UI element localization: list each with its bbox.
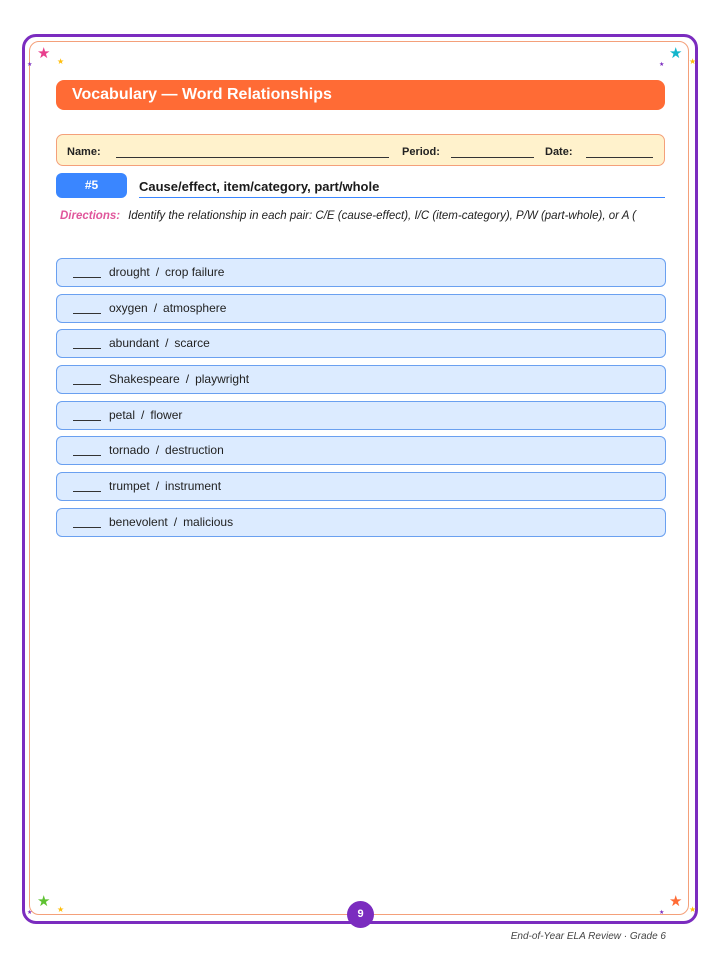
pair-separator: / [185, 372, 190, 387]
answer-blank[interactable] [73, 441, 101, 456]
word-one: petal [109, 407, 136, 422]
pair-separator: / [155, 265, 160, 279]
footer-text: End-of-Year ELA Review · Grade 6 [510, 931, 666, 942]
star-pink-icon: ★ [37, 44, 51, 62]
word-one: abundant [109, 336, 160, 351]
answer-blank[interactable] [73, 513, 101, 528]
directions-text: Identify the relationship in each pair: C/E (cause-effect), I/C (item-category), P/W (part-whole), or A ( [128, 210, 636, 222]
word-one: tornado [109, 443, 150, 458]
period-label: Period: [402, 146, 440, 158]
star-purple-small-icon: ★ [27, 61, 33, 68]
word-pair-item [56, 436, 666, 465]
answer-blank[interactable] [73, 477, 101, 492]
date-field[interactable] [586, 157, 653, 158]
word-two: playwright [195, 372, 250, 387]
date-label: Date: [545, 146, 573, 158]
star-yellow-small-icon: ★ [689, 57, 697, 66]
pair-separator: / [155, 479, 160, 494]
word-pair-item [56, 258, 666, 287]
word-one: drought [109, 265, 150, 279]
word-pair-item [56, 329, 666, 358]
star-purple-small-icon: ★ [659, 909, 665, 916]
period-field[interactable] [451, 157, 534, 158]
directions [60, 210, 720, 222]
star-purple-small-icon: ★ [659, 61, 665, 68]
answer-blank[interactable] [73, 263, 101, 278]
star-yellow-small-icon: ★ [689, 905, 697, 914]
answer-blank[interactable] [73, 370, 101, 385]
word-pair-item [56, 365, 666, 394]
word-two: atmosphere [163, 300, 227, 315]
word-pair-item [56, 294, 666, 323]
worksheet-title: Vocabulary — Word Relationships [56, 80, 665, 110]
word-two: flower [150, 407, 183, 422]
word-two: malicious [183, 514, 234, 529]
answer-blank[interactable] [73, 406, 101, 421]
section-title: Cause/effect, item/category, part/whole [139, 179, 665, 198]
word-two: scarce [174, 336, 210, 351]
word-one: Shakespeare [109, 372, 180, 387]
section-number-badge: #5 [56, 173, 127, 198]
star-yellow-small-icon: ★ [57, 57, 65, 66]
pair-separator: / [173, 514, 178, 529]
star-orange-icon: ★ [669, 892, 683, 910]
word-pair-item [56, 472, 666, 501]
word-one: trumpet [109, 479, 150, 494]
star-purple-small-icon: ★ [27, 909, 33, 916]
page-number: 9 [347, 901, 374, 928]
word-pair-item [56, 508, 666, 537]
word-one: benevolent [109, 514, 168, 529]
word-one: oxygen [109, 300, 148, 315]
answer-blank[interactable] [73, 299, 101, 314]
student-info-bar [56, 134, 665, 166]
directions-label: Directions: [60, 210, 121, 222]
name-label: Name: [67, 146, 101, 158]
star-yellow-small-icon: ★ [57, 905, 65, 914]
pair-separator: / [153, 300, 158, 315]
word-two: crop failure [165, 265, 225, 279]
word-pair-item [56, 401, 666, 430]
word-pair-list [56, 258, 666, 544]
star-teal-icon: ★ [669, 44, 683, 62]
word-two: destruction [165, 443, 224, 458]
name-field[interactable] [116, 157, 389, 158]
pair-separator: / [155, 443, 160, 458]
word-two: instrument [165, 479, 222, 494]
pair-separator: / [165, 336, 169, 351]
pair-separator: / [141, 407, 145, 422]
answer-blank[interactable] [73, 334, 101, 349]
star-green-icon: ★ [37, 892, 51, 910]
